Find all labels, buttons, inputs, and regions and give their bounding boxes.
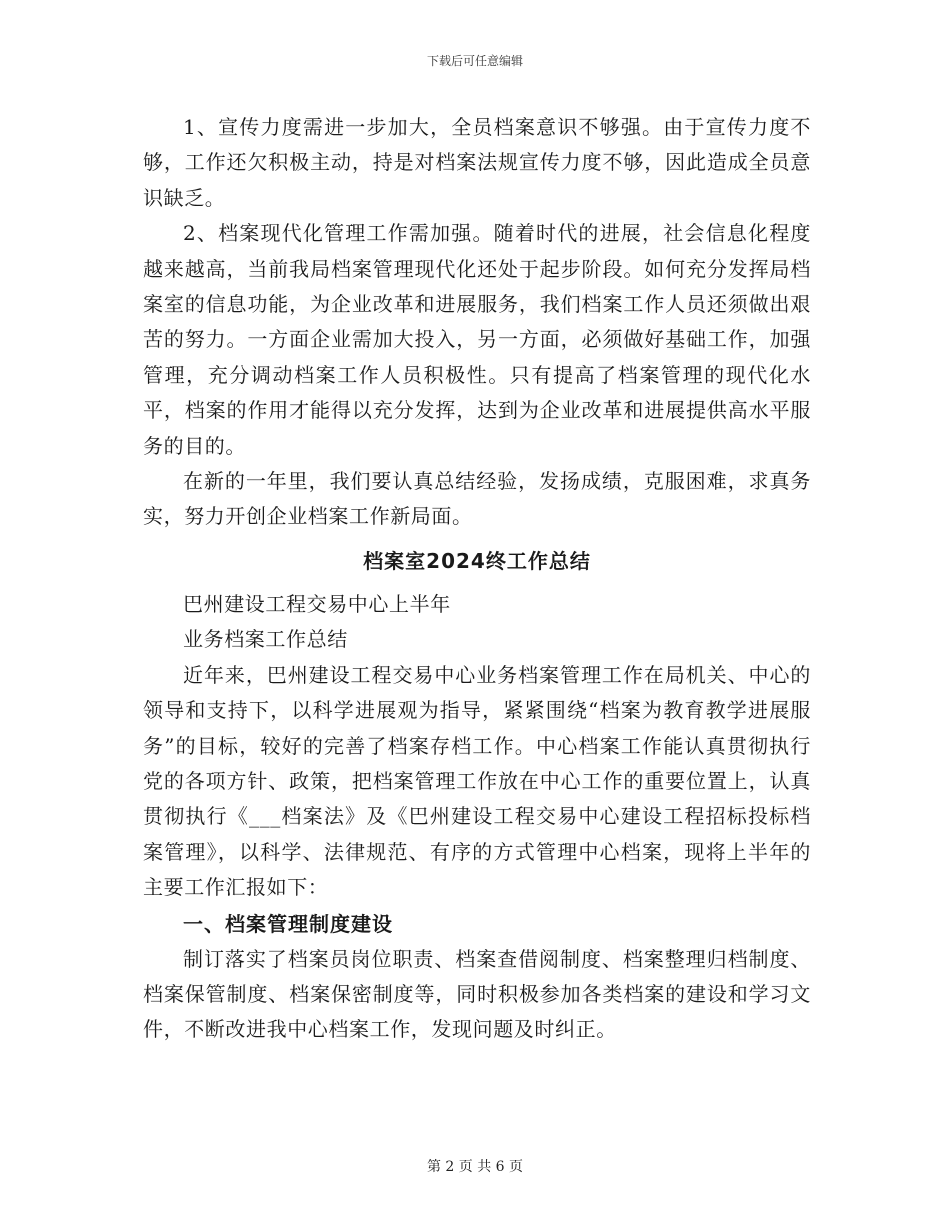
paragraph-introduction: 近年来，巴州建设工程交易中心业务档案管理工作在局机关、中心的领导和支持下，以科学进展观为指导，紧紧围绕“档案为教育教学进展服务”的目标，较好的完善了档案存档工作。中心档案工作能认真贯彻执行党的各项方针、政策，把档案管理工作放在中心工作的重要位置上，认真贯彻执行《___档案法》及《巴州建设工程交易中心建设工程招标投标档案管理》，以科学、法律规范、有序的方式管理中心档案，现将上半年的主要工作汇报如下：	[143, 662, 811, 900]
page-header-note: 下载后可任意编辑	[426, 54, 523, 68]
document-body	[143, 110, 811, 1048]
paragraph-publicity: 1、宣传力度需进一步加大，全员档案意识不够强。由于宣传力度不够，工作还欠积极主动，持是对档案法规宣传力度不够，因此造成全员意识缺乏。	[143, 115, 811, 210]
paragraph-new-year: 在新的一年里，我们要认真总结经验，发扬成绩，克服困难，求真务实，努力开创企业档案工作新局面。	[143, 469, 811, 529]
paragraph-system-details: 制订落实了档案员岗位职责、档案查借阅制度、档案整理归档制度、档案保管制度、档案保密制度等，同时积极参加各类档案的建设和学习文件，不断改进我中心档案工作，发现问题及时纠正。	[143, 946, 811, 1042]
page-number: 第 2 页 共 6 页	[426, 1159, 524, 1175]
heading-system-construction: 一、档案管理制度建设	[183, 911, 393, 936]
paragraph-summary-label: 业务档案工作总结	[183, 627, 348, 652]
section-title: 档案室2024终工作总结	[363, 548, 591, 573]
paragraph-organization: 巴州建设工程交易中心上半年	[183, 591, 451, 616]
paragraph-modernization: 2、档案现代化管理工作需加强。随着时代的进展，社会信息化程度越来越高，当前我局档案管理现代化还处于起步阶段。如何充分发挥局档案室的信息功能，为企业改革和进展服务，我们档案工作人员还须做出艰苦的努力。一方面企业需加大投入，另一方面，必须做好基础工作，加强管理，充分调动档案工作人员积极性。只有提高了档案管理的现代化水平，档案的作用才能得以充分发挥，达到为企业改革和进展提供高水平服务的目的。	[143, 221, 811, 458]
